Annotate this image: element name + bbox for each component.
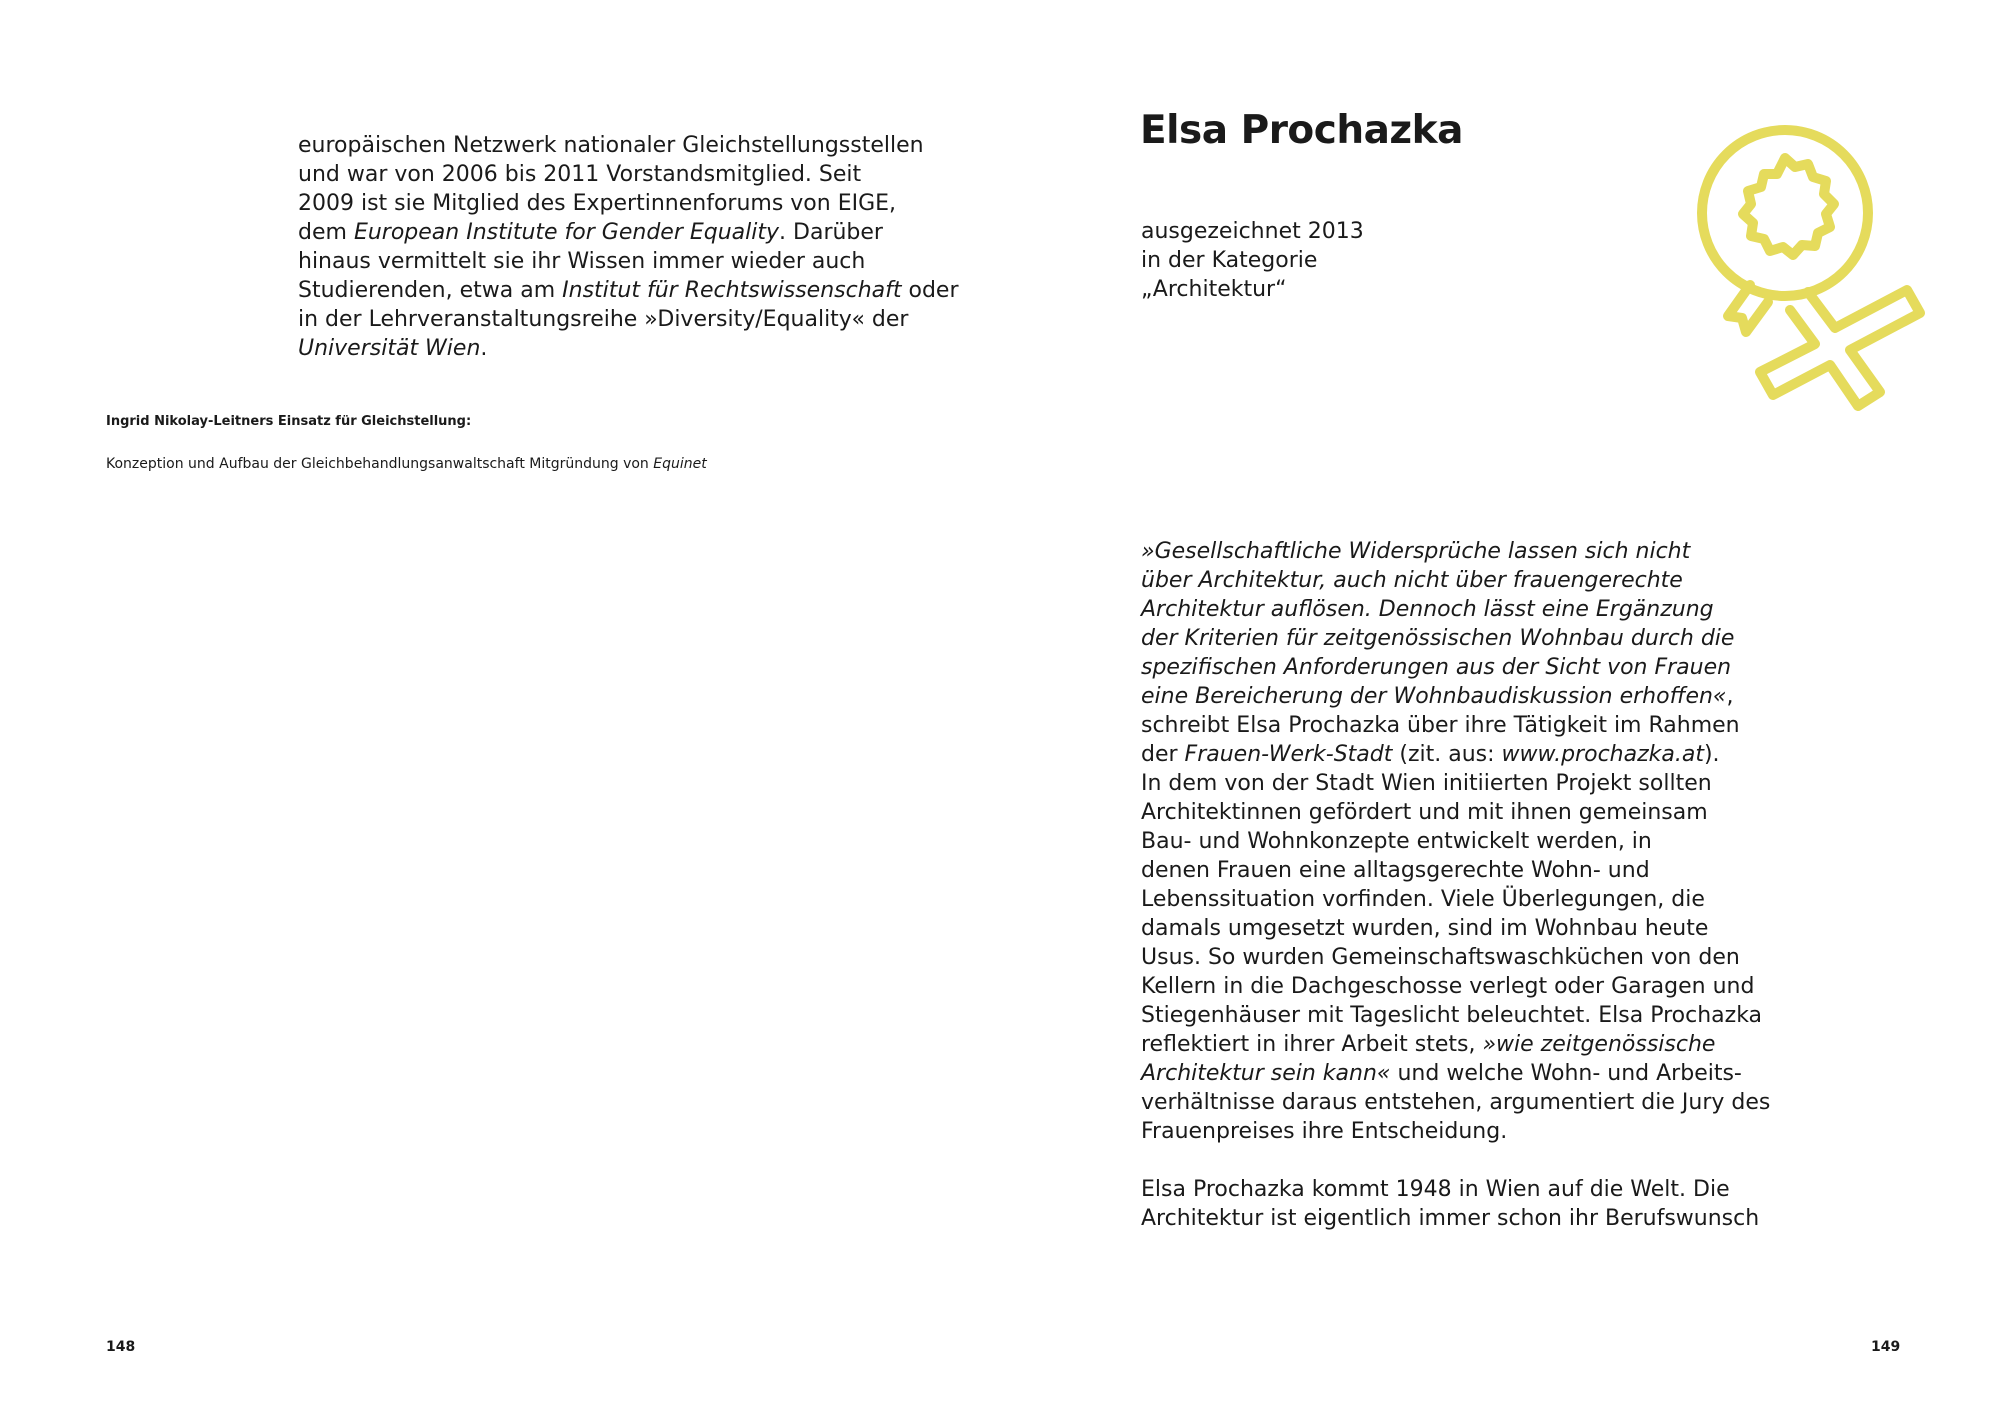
text-line — [1141, 769, 1761, 798]
text-segment: europäischen Netzwerk nationaler Gleichstellungsstellen — [298, 133, 924, 158]
italic-text: Universität Wien — [298, 336, 481, 361]
text-line — [1141, 740, 1761, 769]
text-segment: dem — [298, 220, 354, 245]
text-segment: schreibt Elsa Prochazka über ihre Tätigkeit im Rahmen — [1141, 713, 1740, 738]
text-segment: oder — [901, 278, 959, 303]
text-line — [298, 247, 878, 276]
text-line — [298, 276, 959, 305]
italic-text: »wie zeitgenössische — [1482, 1032, 1716, 1057]
text-segment: und welche Wohn- und Arbeits- — [1390, 1061, 1742, 1086]
italic-text: Frauen-Werk-Stadt — [1184, 742, 1393, 767]
text-segment: in der Lehrveranstaltungsreihe »Diversity/Equality« der — [298, 307, 909, 332]
text-segment: und war von 2006 bis 2011 Vorstandsmitglied. Seit — [298, 162, 862, 187]
italic-text: über Architektur, auch nicht über frauengerechte — [1141, 568, 1683, 593]
engagement-text-plain: Konzeption und Aufbau der Gleichbehandlungsanwaltschaft Mitgründung von — [106, 456, 654, 472]
italic-text: Architektur sein kann« — [1141, 1061, 1391, 1086]
italic-text: Institut für Rechtswissenschaft — [562, 278, 902, 303]
text-segment: Architektinnen gefördert und mit ihnen gemeinsam — [1141, 800, 1708, 825]
text-line — [298, 334, 878, 363]
cross-body — [1760, 290, 1920, 406]
text-line — [1141, 682, 1761, 711]
text-segment: Frauenpreises ihre Entscheidung. — [1141, 1119, 1508, 1144]
italic-text: der Kriterien für zeitgenössischen Wohnbau durch die — [1141, 626, 1735, 651]
text-line — [1141, 595, 1761, 624]
text-segment: Usus. So wurden Gemeinschaftswaschküchen von den — [1141, 945, 1740, 970]
award-line: in der Kategorie — [1141, 248, 1318, 273]
text-line — [1141, 1001, 1761, 1030]
italic-text: Architektur auflösen. Dennoch lässt eine Ergänzung — [1141, 597, 1714, 622]
text-segment: ). — [1703, 742, 1720, 767]
text-line — [1141, 1204, 1761, 1233]
text-segment: denen Frauen eine alltagsgerechte Wohn- und — [1141, 858, 1650, 883]
italic-text: www.prochazka.at — [1501, 742, 1704, 767]
italic-text: »Gesellschaftliche Widersprüche lassen sich nicht — [1141, 539, 1691, 564]
text-line — [298, 218, 883, 247]
right-body-text — [1141, 537, 1771, 1233]
text-line — [1141, 624, 1761, 653]
text-segment: . — [480, 336, 488, 361]
text-line — [298, 189, 897, 218]
page-number-left: 148 — [106, 1339, 136, 1355]
text-segment: (zit. aus: — [1392, 742, 1502, 767]
text-line — [1141, 943, 1761, 972]
text-segment: In dem von der Stadt Wien initiierten Projekt sollten — [1141, 771, 1712, 796]
paragraph-2 — [1141, 1175, 1761, 1233]
text-line — [1141, 653, 1761, 682]
text-segment: . Darüber — [779, 220, 883, 245]
text-line — [1141, 1175, 1761, 1204]
text-line — [1141, 856, 1761, 885]
award-line: „Architektur“ — [1141, 277, 1287, 302]
text-line — [1141, 1088, 1771, 1117]
text-segment: der — [1141, 742, 1185, 767]
left-continued-text — [298, 131, 959, 363]
text-line — [1141, 537, 1761, 566]
text-segment: Bau- und Wohnkonzepte entwickelt werden, in — [1141, 829, 1652, 854]
text-segment: , — [1726, 684, 1734, 709]
text-line — [298, 131, 924, 160]
engagement-text-italic: Equinet — [653, 456, 707, 472]
text-segment: damals umgesetzt wurden, sind im Wohnbau heute — [1141, 916, 1709, 941]
rosette-seal — [1743, 158, 1834, 255]
text-segment: hinaus vermittelt sie ihr Wissen immer wieder auch — [298, 249, 866, 274]
text-segment: Architektur ist eigentlich immer schon ihr Berufswunsch — [1141, 1206, 1760, 1231]
italic-text: European Institute for Gender Equality — [353, 220, 780, 245]
text-segment: Kellern in die Dachgeschosse verlegt oder Garagen und — [1141, 974, 1755, 999]
text-segment: 2009 ist sie Mitglied des Expertinnenforums von EIGE, — [298, 191, 897, 216]
text-line — [1141, 827, 1761, 856]
text-line — [1141, 798, 1761, 827]
engagement-text — [106, 456, 707, 472]
text-segment: verhältnisse daraus entstehen, argumentiert die Jury des — [1141, 1090, 1771, 1115]
text-line — [298, 160, 878, 189]
engagement-heading: Ingrid Nikolay-Leitners Einsatz für Gleichstellung: — [106, 414, 472, 429]
text-segment: reflektiert in ihrer Arbeit stets, — [1141, 1032, 1483, 1057]
text-line — [1141, 972, 1761, 1001]
text-segment: Elsa Prochazka kommt 1948 in Wien auf die Welt. Die — [1141, 1177, 1730, 1202]
award-line: ausgezeichnet 2013 — [1141, 219, 1364, 244]
award-info — [1141, 217, 1364, 304]
page-number-right: 149 — [1871, 1339, 1901, 1355]
italic-text: eine Bereicherung der Wohnbaudiskussion erhoffen« — [1141, 684, 1727, 709]
text-line — [1141, 1030, 1761, 1059]
text-segment: Studierenden, etwa am — [298, 278, 563, 303]
text-segment: Stiegenhäuser mit Tageslicht beleuchtet. Elsa Prochazka — [1141, 1003, 1763, 1028]
text-line — [1141, 566, 1761, 595]
venus-award-icon — [1680, 120, 1940, 460]
text-segment: Lebenssituation vorfinden. Viele Überlegungen, die — [1141, 887, 1705, 912]
italic-text: spezifischen Anforderungen aus der Sicht von Frauen — [1141, 655, 1732, 680]
text-line — [1141, 711, 1761, 740]
paragraph-1 — [1141, 537, 1771, 1146]
page-title: Elsa Prochazka — [1140, 108, 1463, 153]
text-line — [1141, 885, 1761, 914]
text-line — [1141, 1059, 1761, 1088]
text-line — [1141, 1117, 1761, 1146]
text-line — [298, 305, 909, 334]
text-line — [1141, 914, 1761, 943]
